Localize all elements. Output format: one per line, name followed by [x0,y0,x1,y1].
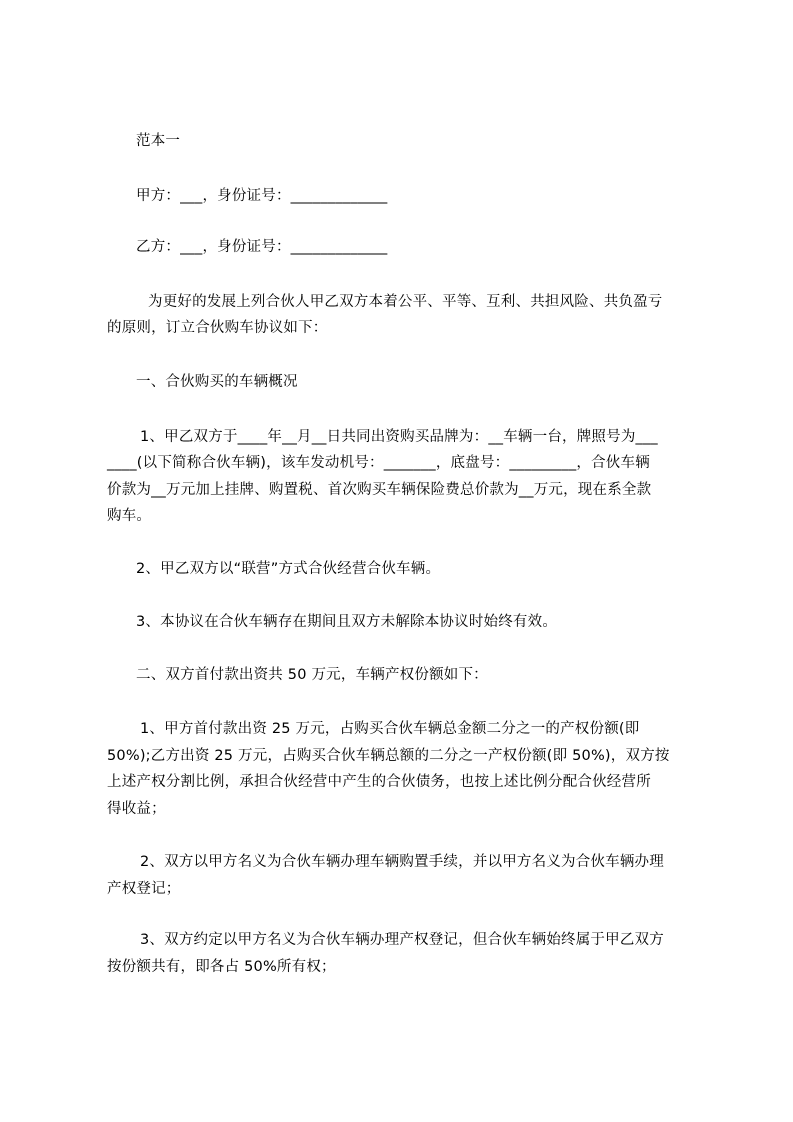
clause-1-1-line-4: 购车。 [107,508,152,524]
section-2-heading: 二、双方首付款出资共 50 万元，车辆产权份额如下： [136,667,488,683]
clause-2-1-line-3: 上述产权分割比例，承担合伙经营中产生的合伙债务，也按上述比例分配合伙经营所 [107,774,651,790]
clause-2-2-line-2: 产权登记； [107,881,181,897]
clause-2-1-line-1: 1、甲方首付款出资 25 万元，占购买合伙车辆总金额二分之一的产权份额(即 [140,721,640,737]
intro-line-2: 的原则，订立合伙购车协议如下： [107,320,328,336]
clause-1-1-line-2: ____(以下简称合伙车辆)，该车发动机号：_______，底盘号：_________，合伙车辆 [107,455,650,471]
clause-2-1-line-2: 50%);乙方出资 25 万元，占购买合伙车辆总额的二分之一产权份额(即 50%)，双方按 [107,748,670,764]
clause-1-1-line-1: 1、甲乙双方于____年__月__日共同出资购买品牌为：__车辆一台，牌照号为___ [140,429,658,445]
clause-2-1-line-4: 得收益； [107,801,166,817]
intro-line-1: 为更好的发展上列合伙人甲乙双方本着公平、平等、互利、共担风险、共负盈亏 [148,294,663,310]
clause-2-2-line-1: 2、双方以甲方名义为合伙车辆办理车辆购置手续，并以甲方名义为合伙车辆办理 [140,854,664,870]
clause-1-3: 3、本协议在合伙车辆存在期间且双方未解除本协议时始终有效。 [136,614,558,630]
clause-2-3-line-2: 按份额共有，即各占 50%所有权； [107,959,336,975]
document-title: 范本一 [136,133,181,149]
clause-1-2: 2、甲乙双方以“联营”方式合伙经营合伙车辆。 [136,561,441,577]
party-b-line: 乙方：___，身份证号：_____________ [136,239,388,255]
clause-1-1-line-3: 价款为__万元加上挂牌、购置税、首次购买车辆保险费总价款为__万元，现在系全款 [107,482,652,498]
party-a-line: 甲方：___，身份证号：_____________ [136,188,388,204]
clause-2-3-line-1: 3、双方约定以甲方名义为合伙车辆办理产权登记，但合伙车辆始终属于甲乙双方 [140,932,664,948]
section-1-heading: 一、合伙购买的车辆概况 [136,374,298,390]
